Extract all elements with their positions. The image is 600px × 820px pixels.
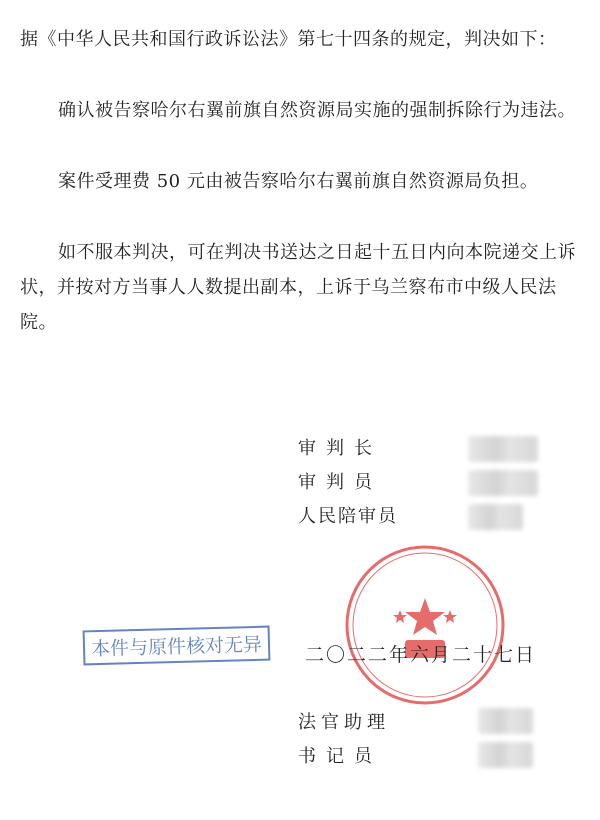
appeal-paragraph: 如不服本判决，可在判决书送达之日起十五日内向本院递交上诉状，并按对方当事人人数提出副本，上诉于乌兰察布市中级人民法院。 [20, 242, 576, 333]
copy-verified-stamp: 本件与原件核对无异 [83, 626, 271, 666]
redacted-name [468, 470, 538, 496]
clerk-row [298, 742, 408, 772]
presiding-judge-label: 审判长 [298, 438, 382, 459]
redacted-name [468, 436, 538, 462]
judgment-date: 二〇二二年六月二十七日 [305, 644, 537, 666]
presiding-judge-row [298, 434, 408, 464]
juror-label: 人民陪审员 [298, 506, 398, 527]
clerk-label: 书记员 [298, 746, 382, 767]
judge-row [298, 468, 408, 498]
redacted-name [478, 742, 533, 768]
assistant-label: 法官助理 [298, 712, 390, 733]
redacted-name [468, 504, 523, 530]
judge-label: 审判员 [298, 472, 382, 493]
juror-row [298, 502, 398, 532]
assistant-row [298, 708, 390, 738]
legal-basis-paragraph: 据《中华人民共和国行政诉讼法》第七十四条的规定，判决如下： [20, 29, 557, 50]
court-seal [340, 540, 510, 710]
redacted-name [478, 708, 533, 734]
ruling-paragraph: 确认被告察哈尔右翼前旗自然资源局实施的强制拆除行为违法。 [58, 100, 576, 121]
court-fee-paragraph: 案件受理费 50 元由被告察哈尔右翼前旗自然资源局负担。 [58, 171, 539, 192]
